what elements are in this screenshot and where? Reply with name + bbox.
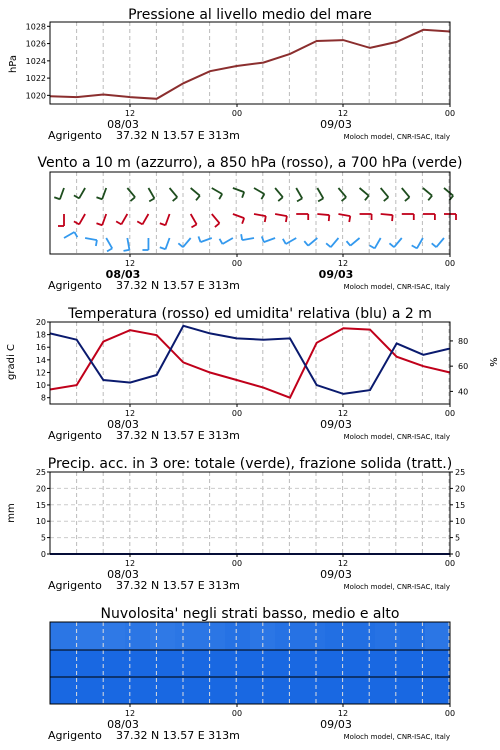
y-tick-label-right: 80 — [458, 336, 469, 346]
date-label: 08/03 — [107, 568, 139, 581]
date-label: 08/03 — [107, 718, 139, 731]
cloud-cell — [200, 677, 226, 704]
cloud-cell — [300, 677, 326, 704]
date-label: 08/03 — [107, 418, 139, 431]
pressure-series — [50, 30, 450, 99]
cloud-cell — [75, 677, 101, 704]
wind-barb — [160, 214, 170, 225]
y-tick-label: 20 — [35, 484, 46, 494]
y-tick-label-right: 20 — [455, 484, 466, 494]
wind-barb — [127, 188, 135, 201]
wind-barb — [402, 188, 410, 201]
cloud-cell — [150, 677, 176, 704]
cloud-cell — [100, 650, 126, 677]
model-credit: Moloch model, CNR-ISAC, Italy — [343, 133, 450, 141]
x-tick-label: 12 — [337, 109, 349, 118]
x-tick-label: 00 — [231, 409, 243, 418]
date-label: 09/03 — [320, 418, 352, 431]
cloud-cell — [375, 677, 401, 704]
x-tick-label: 00 — [231, 259, 243, 268]
cloud-cell — [400, 622, 426, 650]
x-tick-label: 12 — [337, 709, 349, 718]
cloud-title: Nuvolosita' negli strati basso, medio e alto — [100, 606, 400, 622]
y-tick-label: 25 — [35, 468, 46, 477]
cloud-cell — [225, 677, 251, 704]
pressure-yticks — [26, 22, 50, 100]
temperature-yticks — [36, 318, 468, 403]
wind-barb — [296, 188, 302, 201]
x-tick-label: 12 — [124, 409, 136, 418]
wind-barb — [170, 188, 178, 201]
y-tick-label: 20 — [35, 318, 46, 327]
wind-title: Vento a 10 m (azzurro), a 850 hPa (rosso), a 700 hPa (verde) — [37, 155, 463, 171]
date-label: 09/03 — [320, 118, 352, 131]
wind-barb — [96, 188, 106, 199]
cloud-cell — [225, 650, 251, 677]
wind-barb — [219, 238, 232, 244]
wind-barb — [369, 238, 380, 248]
wind-barb — [381, 214, 393, 221]
y-tick-label: 10 — [35, 517, 46, 527]
cloud-cell — [100, 677, 126, 704]
y-tick-label: 14 — [35, 355, 46, 365]
wind-barbs — [54, 188, 456, 251]
y-tick-label: 12 — [35, 368, 46, 378]
cloud-cell — [300, 650, 326, 677]
y-tick-label: 8 — [40, 393, 46, 403]
wind-barb — [191, 188, 200, 200]
cloud-cell — [125, 650, 151, 677]
x-tick-label: 00 — [444, 259, 456, 268]
pressure-title: Pressione al livello medio del mare — [128, 7, 372, 23]
cloud-cell — [425, 622, 451, 650]
wind-barb — [317, 188, 323, 201]
wind-barb — [275, 214, 287, 222]
pressure-frame — [50, 22, 450, 104]
x-tick-label: 12 — [337, 259, 349, 268]
cloud-cell — [275, 677, 301, 704]
wind-barb — [423, 214, 435, 220]
y-tick-label-right: 5 — [455, 533, 461, 543]
x-tick-label: 00 — [231, 709, 243, 718]
wind-barb — [148, 188, 154, 201]
pressure-xticks — [48, 104, 455, 142]
location-name: Agrigento — [48, 429, 102, 442]
wind-barb — [304, 238, 317, 246]
wind-barb — [58, 214, 64, 226]
location-name: Agrigento — [48, 729, 102, 742]
cloud-cell — [50, 677, 76, 704]
y-tick-label-right: 40 — [458, 387, 469, 397]
cloud-cell — [275, 650, 301, 677]
precipitation-ylabel: mm — [6, 503, 17, 523]
wind-barb — [338, 214, 350, 222]
wind-barb — [178, 238, 190, 247]
wind-barb — [326, 238, 338, 247]
y-tick-label: 1026 — [25, 39, 46, 49]
y-tick-label: 16 — [35, 343, 46, 353]
y-tick-label: 1022 — [25, 74, 46, 84]
wind-barb — [347, 238, 360, 246]
pressure-panel — [8, 7, 455, 142]
location-name: Agrigento — [48, 579, 102, 592]
cloud-cell — [150, 622, 176, 650]
wind-barb — [402, 214, 414, 220]
wind-barb — [360, 214, 372, 220]
cloud-panel — [48, 606, 455, 742]
y-tick-label-right: 25 — [455, 468, 466, 477]
cloud-cell — [125, 677, 151, 704]
model-credit: Moloch model, CNR-ISAC, Italy — [343, 283, 450, 291]
x-tick-label: 00 — [444, 559, 456, 568]
x-tick-label: 12 — [337, 559, 349, 568]
cloud-cell — [375, 622, 401, 650]
temperature-xticks — [48, 404, 455, 442]
y-tick-label: 5 — [40, 533, 46, 543]
temperature-title: Temperatura (rosso) ed umidita' relativa (blu) a 2 m — [68, 306, 432, 322]
humidity-ylabel: % — [487, 357, 498, 367]
cloud-cell — [125, 622, 151, 650]
x-tick-label: 00 — [444, 409, 456, 418]
wind-barb — [74, 188, 85, 198]
date-label: 08/03 — [107, 118, 139, 131]
wind-barb — [212, 214, 220, 227]
cloud-cells — [50, 622, 451, 704]
wind-barb — [137, 214, 148, 224]
wind-barb — [96, 214, 106, 225]
wind-barb — [160, 238, 170, 249]
wind-barb — [124, 238, 130, 251]
y-tick-label: 10 — [35, 381, 46, 391]
x-tick-label: 00 — [231, 109, 243, 118]
date-label: 09/03 — [320, 568, 352, 581]
temperature-frame — [50, 322, 450, 404]
y-tick-label: 15 — [35, 500, 46, 510]
cloud-cell — [175, 622, 201, 650]
cloud-cell — [425, 650, 451, 677]
cloud-cell — [150, 650, 176, 677]
x-tick-label: 00 — [444, 109, 456, 118]
cloud-cell — [350, 650, 376, 677]
location-coords: 37.32 N 13.57 E 313m — [116, 129, 240, 142]
temperature-ylabel: gradi C — [6, 344, 17, 380]
cloud-cell — [300, 622, 326, 650]
temperature-gridlines — [77, 322, 449, 404]
wind-barb — [233, 188, 244, 198]
wind-barb — [296, 214, 308, 220]
y-tick-label: 1020 — [25, 91, 46, 101]
y-tick-label: 1028 — [25, 22, 46, 32]
model-credit: Moloch model, CNR-ISAC, Italy — [343, 583, 450, 591]
x-tick-label: 00 — [231, 559, 243, 568]
model-credit: Moloch model, CNR-ISAC, Italy — [343, 433, 450, 441]
cloud-cell — [100, 622, 126, 650]
location-name: Agrigento — [48, 279, 102, 292]
cloud-cell — [50, 622, 76, 650]
y-tick-label: 1024 — [25, 56, 46, 66]
precipitation-frame — [50, 472, 450, 554]
x-tick-label: 00 — [444, 709, 456, 718]
wind-barb — [317, 214, 329, 221]
wind-barb — [54, 188, 64, 199]
x-tick-label: 12 — [124, 559, 136, 568]
wind-barb — [64, 232, 77, 238]
cloud-cell — [200, 650, 226, 677]
cloud-cell — [375, 650, 401, 677]
cloud-cell — [200, 622, 226, 650]
wind-barb — [106, 238, 112, 251]
cloud-cell — [400, 677, 426, 704]
date-label: 09/03 — [318, 268, 354, 281]
location-coords: 37.32 N 13.57 E 313m — [116, 579, 240, 592]
temperature-panel — [6, 306, 498, 442]
y-tick-label: 18 — [35, 330, 46, 340]
precipitation-title: Precip. acc. in 3 ore: totale (verde), frazione solida (tratt.) — [47, 456, 453, 472]
cloud-cell — [175, 677, 201, 704]
location-coords: 37.32 N 13.57 E 313m — [116, 429, 240, 442]
wind-barb — [254, 214, 266, 222]
location-coords: 37.32 N 13.57 E 313m — [116, 729, 240, 742]
date-label: 09/03 — [320, 718, 352, 731]
wind-barb — [212, 188, 222, 199]
cloud-cell — [75, 622, 101, 650]
wind-barb — [423, 188, 432, 200]
precipitation-yticks — [36, 468, 465, 559]
wind-barb — [381, 188, 389, 201]
cloud-cell — [350, 677, 376, 704]
cloud-cell — [225, 622, 251, 650]
location-coords: 37.32 N 13.57 E 313m — [116, 279, 240, 292]
pressure-line — [50, 30, 450, 99]
precipitation-xticks — [48, 554, 455, 592]
x-tick-label: 12 — [337, 409, 349, 418]
cloud-cell — [175, 650, 201, 677]
wind-barb — [191, 214, 197, 227]
wind-barb — [275, 188, 283, 201]
cloud-cell — [325, 677, 351, 704]
wind-barb — [262, 236, 275, 242]
cloud-cell — [400, 650, 426, 677]
x-tick-label: 12 — [124, 109, 136, 118]
cloud-cell — [350, 622, 376, 650]
wind-panel — [37, 155, 462, 292]
y-tick-label-right: 15 — [455, 500, 466, 510]
wind-barb — [412, 238, 423, 248]
wind-barb — [360, 188, 369, 200]
wind-xticks — [48, 254, 455, 292]
wind-barb — [85, 238, 97, 246]
wind-barb — [74, 214, 85, 224]
cloud-cell — [325, 650, 351, 677]
cloud-cell — [275, 622, 301, 650]
wind-barb — [233, 214, 244, 224]
pressure-ylabel: hPa — [8, 54, 19, 74]
wind-barb — [241, 234, 254, 240]
y-tick-label: 0 — [40, 550, 46, 559]
wind-barb — [116, 214, 127, 224]
date-label: 08/03 — [105, 268, 141, 281]
temperature-series — [50, 326, 450, 398]
cloud-cell — [50, 650, 76, 677]
x-tick-label: 12 — [124, 709, 136, 718]
wind-frame — [50, 172, 450, 254]
location-name: Agrigento — [48, 129, 102, 142]
y-tick-label-right: 10 — [455, 517, 466, 527]
model-credit: Moloch model, CNR-ISAC, Italy — [343, 733, 450, 741]
cloud-xticks — [48, 704, 455, 742]
precipitation-gridlines — [50, 472, 450, 554]
wind-barb — [432, 238, 444, 247]
y-tick-label-right: 60 — [458, 362, 469, 372]
precipitation-panel — [6, 456, 465, 592]
x-tick-label: 12 — [124, 259, 136, 268]
wind-barb — [142, 238, 148, 250]
y-tick-label-right: 0 — [455, 550, 461, 559]
cloud-cell — [75, 650, 101, 677]
cloud-cell — [425, 677, 451, 704]
cloud-cell — [325, 622, 351, 650]
